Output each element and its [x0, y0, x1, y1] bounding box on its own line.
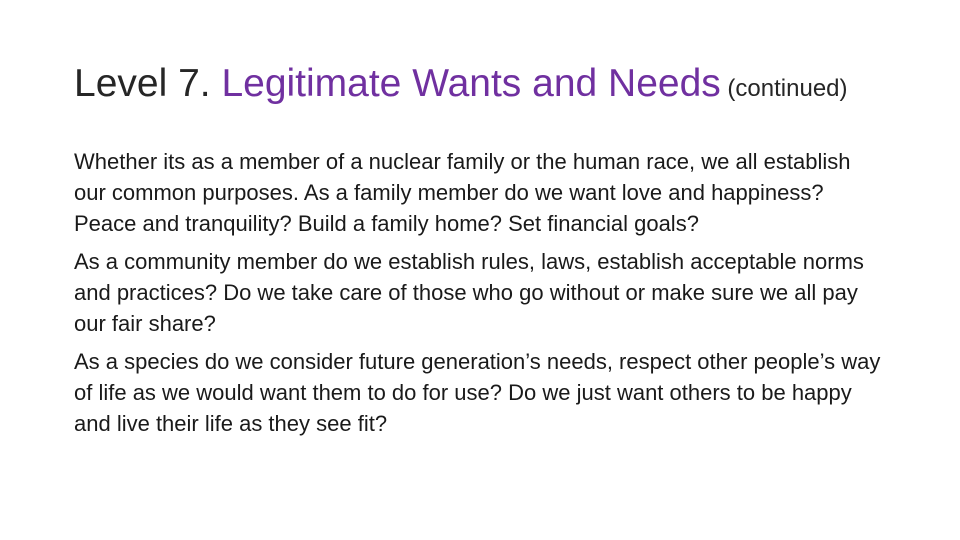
slide-body — [74, 146, 884, 446]
title-continued-suffix: (continued) — [720, 75, 848, 102]
title-main-text: Legitimate Wants and Needs — [221, 62, 721, 105]
slide-title — [74, 58, 934, 118]
title-level-prefix: Level 7. — [74, 62, 222, 105]
body-paragraph-species: As a species do we consider future generation’s needs, respect other people’s way of life as we would want them to do for use? Do we just want others to be happy and live their life as they see fit? — [74, 349, 881, 436]
body-paragraph-family: Whether its as a member of a nuclear family or the human race, we all establish our common purposes. As a family member do we want love and happiness? Peace and tranquility? Build a family home? Set financial goals? — [74, 149, 851, 236]
body-paragraph-community: As a community member do we establish rules, laws, establish acceptable norms and practices? Do we take care of those who go without or make sure we all pay our fair share? — [74, 249, 864, 336]
